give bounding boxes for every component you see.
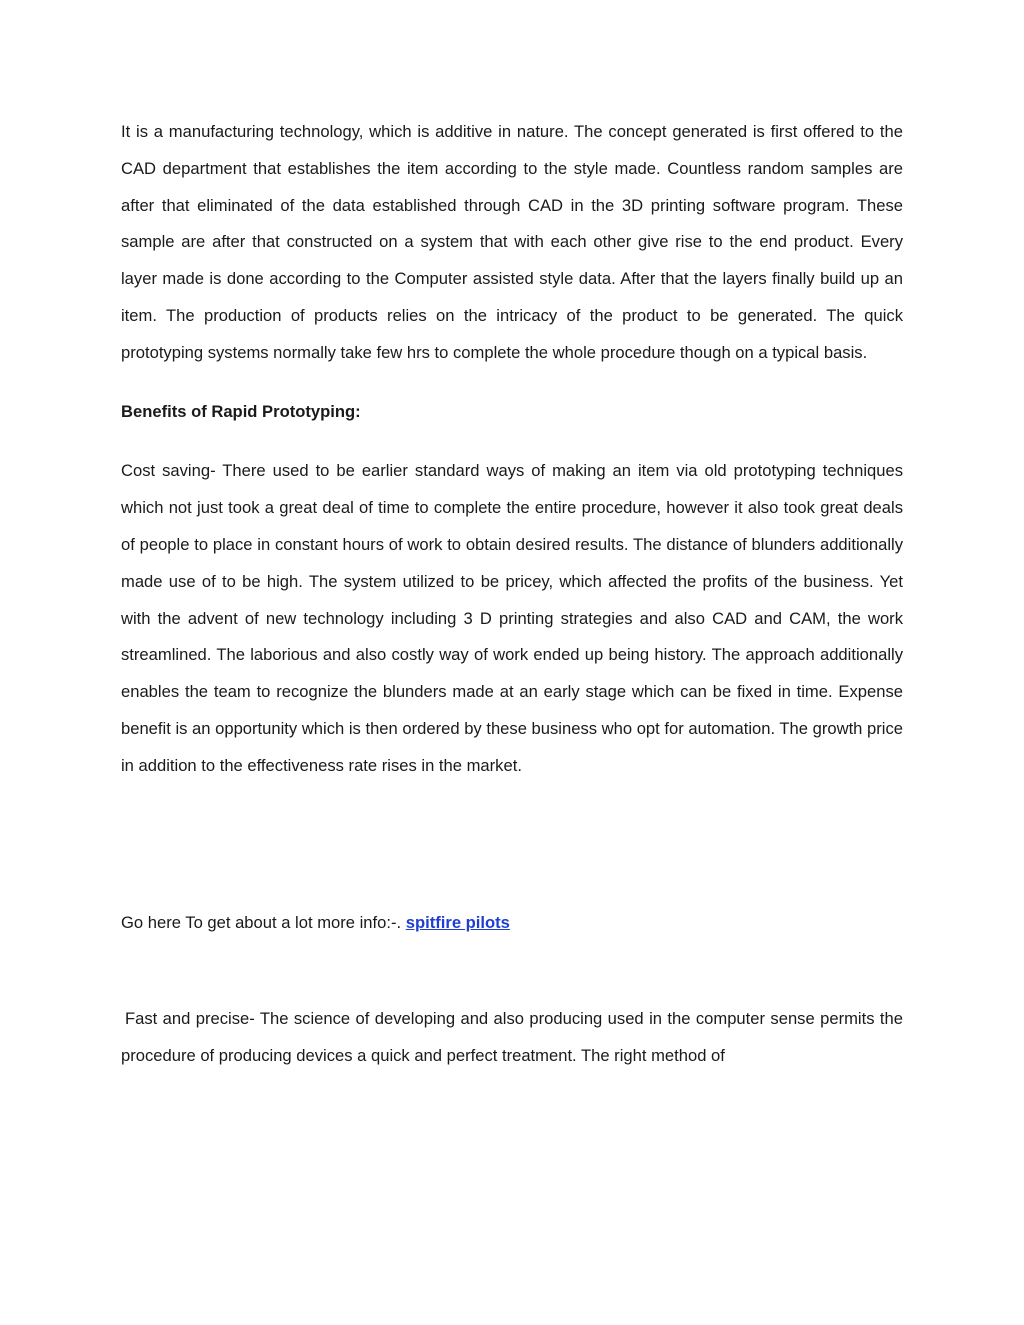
intro-paragraph: It is a manufacturing technology, which is additive in nature. The concept generated is first offered to the CAD department that establishes the item according to the style made. Countless random samples are after that eliminated of the data established through CAD in the 3D printing software program. These sample are after that constructed on a system that with each other give rise to the end product. Every layer made is done according to the Computer assisted style data. After that the layers finally build up an item. The production of products relies on the intricacy of the product to be generated. The quick prototyping systems normally take few hrs to complete the whole procedure though on a typical basis. xyxy=(121,122,903,362)
more-info-line xyxy=(121,905,903,942)
cost-saving-paragraph: Cost saving- There used to be earlier standard ways of making an item via old prototyping techniques which not just took a great deal of time to complete the entire procedure, however it also took great deals of people to place in constant hours of work to obtain desired results. The distance of blunders additionally made use of to be high. The system utilized to be pricey, which affected the profits of the business. Yet with the advent of new technology including 3 D printing strategies and also CAD and CAM, the work streamlined. The laborious and also costly way of work ended up being history. The approach additionally enables the team to recognize the blunders made at an early stage which can be fixed in time. Expense benefit is an opportunity which is then ordered by these business who opt for automation. The growth price in addition to the effectiveness rate rises in the market. xyxy=(121,461,903,775)
fast-precise-paragraph: Fast and precise- The science of developing and also producing used in the computer sense permits the procedure of producing devices a quick and perfect treatment. The right method of xyxy=(121,1009,903,1066)
more-info-prefix: Go here To get about a lot more info:-. xyxy=(121,912,406,932)
spitfire-pilots-link[interactable]: spitfire pilots xyxy=(405,912,510,932)
document-page xyxy=(121,114,903,1075)
section-heading: Benefits of Rapid Prototyping: xyxy=(121,401,361,421)
